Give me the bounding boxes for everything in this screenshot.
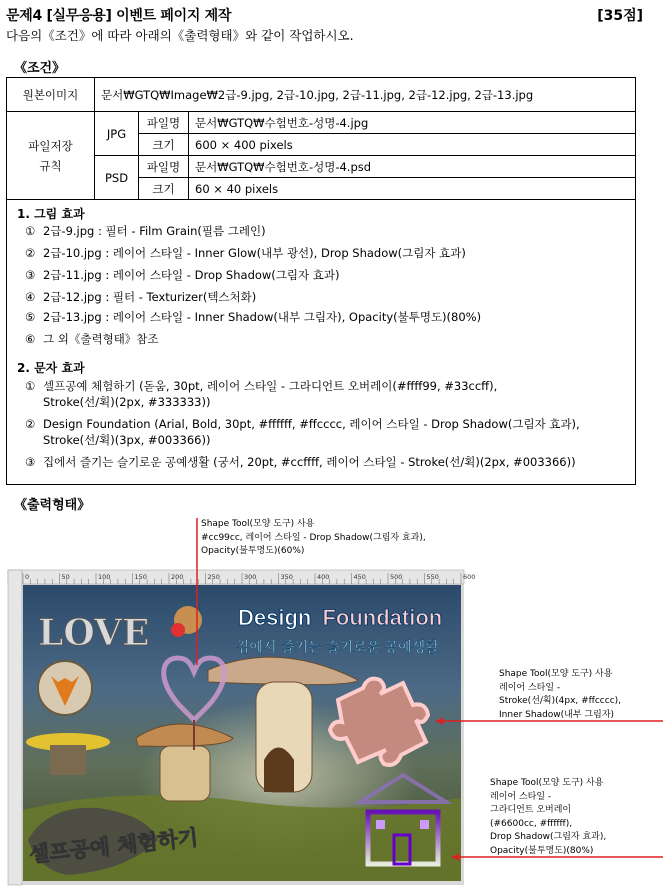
list-item: ④ 2급-12.jpg : 필터 - Texturizer(텍스처화) (25, 290, 257, 304)
list-item: ③ 집에서 즐기는 슬기로운 공예생활 (궁서, 20pt, #ccffff, 레이어 스타일 - Stroke(선/획)(2px, #003366)) (25, 455, 576, 469)
psd-filename: 문서₩GTQ₩수험번호-성명-4.psd (189, 156, 636, 178)
list-item: ⑥ 그 외《출력형태》참조 (25, 332, 159, 346)
ruler-tick-label: 150 (134, 573, 147, 581)
ruler-tick-label: 200 (171, 573, 184, 581)
psd-size-label: 크기 (139, 178, 189, 200)
house-window-right (420, 820, 429, 829)
jpg-filename: 문서₩GTQ₩수험번호-성명-4.jpg (189, 112, 636, 134)
ruler-tick-label: 550 (426, 573, 439, 581)
love-logo: LOVE (38, 612, 150, 654)
save-rule-line1: 파일저장 (28, 138, 73, 153)
ruler-tick-label: 400 (317, 573, 330, 581)
output-canvas-frame (8, 570, 476, 885)
problem-points: [35점] (597, 8, 643, 24)
annotation-right2: Shape Tool(모양 도구) 사용 레이어 스타일 - 그라디언트 오버레이 (#6600cc, #ffffff), Drop Shadow(그림자 효과), Opacity(불투명도)(80%) (490, 778, 607, 856)
list-item: ② 2급-10.jpg : 레이어 스타일 - Inner Glow(내부 광선), Drop Shadow(그림자 효과) (25, 246, 466, 260)
jpg-label: JPG (95, 112, 139, 156)
jpg-size-label: 크기 (139, 134, 189, 156)
effects-box (6, 195, 636, 485)
conditions-table (6, 77, 636, 200)
output-canvas (8, 570, 476, 885)
table-row (7, 156, 636, 178)
save-rule-label (7, 112, 95, 200)
ruler-tick-label: 350 (280, 573, 293, 581)
ruler-tick-label: 100 (98, 573, 111, 581)
vertical-ruler (8, 570, 22, 885)
pedestal-base (50, 745, 86, 775)
teddy-heart (171, 623, 185, 637)
subtitle-text: 집에서 즐기는 슬기로운 공예생활 (236, 640, 439, 656)
annotation-right1: Shape Tool(모양 도구) 사용 레이어 스타일 - Stroke(선/획)(4px, #ffcccc), Inner Shadow(내부 그림자) (499, 669, 622, 720)
ruler-tick-label: 500 (390, 573, 403, 581)
save-rule-line2: 규칙 (39, 158, 62, 173)
ruler-tick-label: 0 (25, 573, 30, 581)
psd-label: PSD (95, 156, 139, 200)
ruler-tick-label: 600 (463, 573, 476, 581)
conditions-heading: 《조건》 (14, 61, 66, 76)
psd-size: 60 × 40 pixels (189, 178, 636, 200)
table-row (7, 78, 636, 112)
list-item: ③ 2급-11.jpg : 레이어 스타일 - Drop Shadow(그림자 효과) (25, 268, 340, 282)
mushroom-door (264, 748, 294, 793)
text-effects-heading: 2. 문자 효과 (17, 361, 85, 375)
house-window-left (376, 820, 385, 829)
source-value: 문서₩GTQ₩Image₩2급-9.jpg, 2급-10.jpg, 2급-11.jpg, 2급-12.jpg, 2급-13.jpg (95, 78, 636, 112)
output-heading: 《출력형태》 (14, 498, 91, 513)
ruler-tick-label: 250 (207, 573, 220, 581)
mushroom-stem-small (160, 746, 210, 801)
jpg-size: 600 × 400 pixels (189, 134, 636, 156)
source-label: 원본이미지 (7, 78, 95, 112)
instruction-text: 다음의《조건》에 따라 아래의《출력형태》와 같이 작업하시오. (6, 28, 354, 43)
problem-title: 문제4 [실무응용] 이벤트 페이지 제작 (6, 8, 232, 24)
list-item: ① 2급-9.jpg : 필터 - Film Grain(필름 그레인) (25, 224, 266, 238)
psd-filename-label: 파일명 (139, 156, 189, 178)
design-foundation-title: Design Foundation (238, 605, 443, 630)
ruler-tick-label: 300 (244, 573, 257, 581)
jpg-filename-label: 파일명 (139, 112, 189, 134)
ruler-tick-label: 450 (353, 573, 366, 581)
annotation-top: Shape Tool(모양 도구) 사용 #cc99cc, 레이어 스타일 - Drop Shadow(그림자 효과), Opacity(불투명도)(60%) (201, 519, 426, 556)
table-row (7, 112, 636, 134)
self-craft-title: 셀프공예 체험하기 (28, 825, 200, 867)
list-item: ① 셀프공예 체험하기 (돋움, 30pt, 레이어 스타일 - 그라디언트 오버레이(#ffff99, #33ccff), Stroke(선/획)(2px, #333333)) (25, 379, 498, 409)
image-effects-heading: 1. 그림 효과 (17, 207, 85, 221)
list-item: ② Design Foundation (Arial, Bold, 30pt, #ffffff, #ffcccc, 레이어 스타일 - Drop Shadow(그림자 효과), Stroke(선/획)(3px, #003366)) (25, 417, 580, 447)
list-item: ⑤ 2급-13.jpg : 레이어 스타일 - Inner Shadow(내부 그림자), Opacity(불투명도)(80%) (25, 310, 482, 324)
ruler-tick-label: 50 (61, 573, 70, 581)
